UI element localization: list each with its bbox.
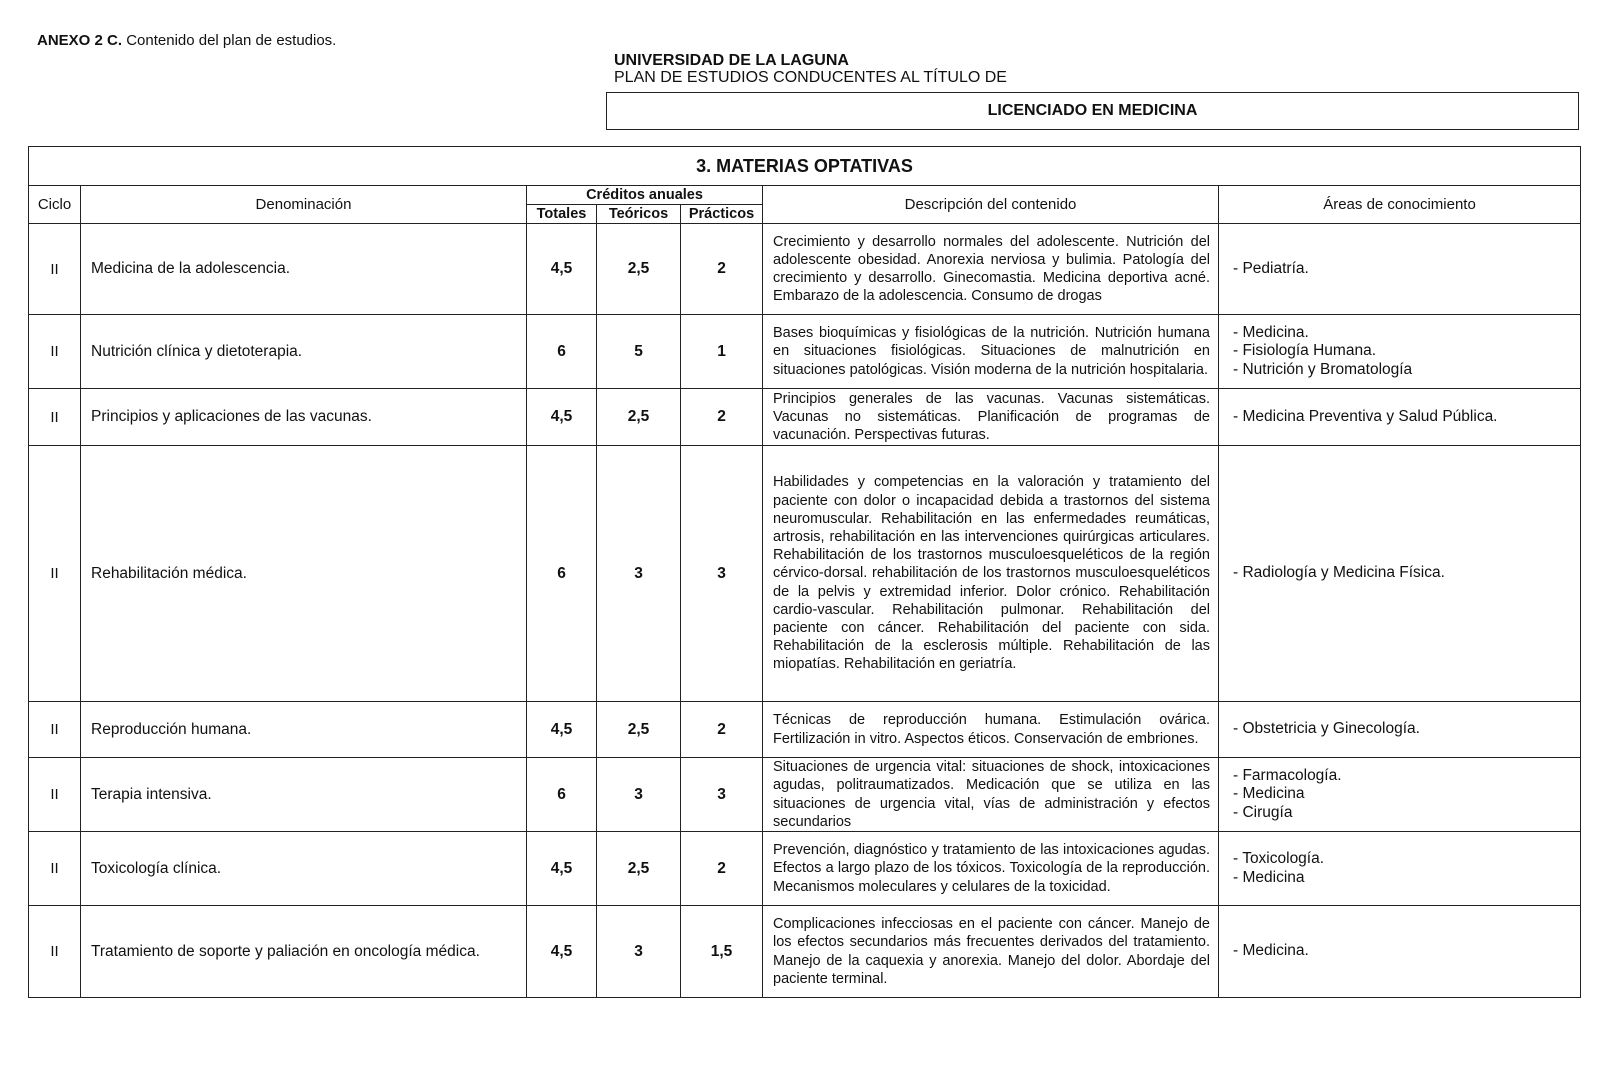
content-description: Complicaciones infecciosas en el paciente con cáncer. Manejo de los efectos secundarios más frecuentes derivados del tratamiento. Manejo de la caquexia y anorexia. Manejo del dolor. Abordaje del paciente terminal. [763,906,1219,998]
header-practicos: Prácticos [681,205,763,224]
credits-practice: 3 [681,758,763,832]
knowledge-areas [1219,702,1581,758]
credits-theory: 3 [597,906,681,998]
area-item: - Obstetricia y Ginecología. [1233,720,1420,738]
credits-theory: 3 [597,446,681,702]
content-description: Bases bioquímicas y fisiológicas de la nutrición. Nutrición humana en situaciones fisiológicas. Situaciones de malnutrición en situaciones patológicas. Visión moderna de la nutrición hospitalaria. [763,315,1219,389]
header-descripcion: Descripción del contenido [763,186,1219,224]
credits-practice: 1 [681,315,763,389]
credits-total: 4,5 [527,224,597,315]
table-row [29,702,1581,758]
annex-text: Contenido del plan de estudios. [122,32,337,49]
knowledge-areas [1219,389,1581,446]
ciclo-cell: II [29,446,81,702]
table-row [29,389,1581,446]
content-description: Técnicas de reproducción humana. Estimulación ovárica. Fertilización in vitro. Aspectos éticos. Conservación de embriones. [763,702,1219,758]
table-row [29,224,1581,315]
credits-total: 4,5 [527,832,597,906]
ciclo-cell: II [29,224,81,315]
knowledge-areas [1219,446,1581,702]
area-item: - Cirugía [1233,803,1293,821]
subject-name: Rehabilitación médica. [81,446,527,702]
credits-total: 4,5 [527,389,597,446]
header-teoricos: Teóricos [597,205,681,224]
section-title: 3. MATERIAS OPTATIVAS [29,147,1581,186]
credits-total: 4,5 [527,906,597,998]
credits-practice: 2 [681,389,763,446]
plan-title: PLAN DE ESTUDIOS CONDUCENTES AL TÍTULO DE [614,69,1007,86]
credits-practice: 1,5 [681,906,763,998]
annex-label: ANEXO 2 C. [37,32,123,49]
area-item: - Medicina [1233,868,1305,886]
area-item: - Medicina. [1233,942,1309,960]
credits-practice: 2 [681,224,763,315]
university-header [614,52,1007,86]
knowledge-areas [1219,832,1581,906]
subject-name: Nutrición clínica y dietoterapia. [81,315,527,389]
credits-theory: 2,5 [597,389,681,446]
credits-theory: 5 [597,315,681,389]
table-row [29,758,1581,832]
content-description: Prevención, diagnóstico y tratamiento de las intoxicaciones agudas. Efectos a largo plazo de los tóxicos. Toxicología de la reproducción. Mecanismos moleculares y celulares de la toxicidad. [763,832,1219,906]
credits-total: 6 [527,446,597,702]
credits-theory: 3 [597,758,681,832]
table-row [29,832,1581,906]
credits-total: 4,5 [527,702,597,758]
area-item: - Pediatría. [1233,259,1309,277]
subject-name: Tratamiento de soporte y paliación en oncología médica. [81,906,527,998]
subject-name: Principios y aplicaciones de las vacunas. [81,389,527,446]
subject-name: Toxicología clínica. [81,832,527,906]
knowledge-areas [1219,906,1581,998]
ciclo-cell: II [29,832,81,906]
area-item: - Fisiología Humana. [1233,342,1377,360]
area-item: - Farmacología. [1233,766,1342,784]
ciclo-cell: II [29,315,81,389]
knowledge-areas [1219,224,1581,315]
header-ciclo: Ciclo [29,186,81,224]
subject-name: Medicina de la adolescencia. [81,224,527,315]
ciclo-cell: II [29,758,81,832]
area-item: - Toxicología. [1233,850,1325,867]
credits-practice: 3 [681,446,763,702]
table-row [29,315,1581,389]
area-item: - Nutrición y Bromatología [1233,360,1413,378]
ciclo-cell: II [29,906,81,998]
header-creditos: Créditos anuales [527,186,763,205]
credits-theory: 2,5 [597,224,681,315]
area-item: - Medicina Preventiva y Salud Pública. [1233,407,1498,425]
credits-practice: 2 [681,702,763,758]
credits-theory: 2,5 [597,832,681,906]
area-item: - Radiología y Medicina Física. [1233,564,1445,582]
subject-name: Terapia intensiva. [81,758,527,832]
area-item: - Medicina. [1233,323,1309,341]
degree-title: LICENCIADO EN MEDICINA [987,102,1198,119]
credits-total: 6 [527,758,597,832]
table-row [29,906,1581,998]
credits-total: 6 [527,315,597,389]
content-description: Principios generales de las vacunas. Vacunas sistemáticas. Vacunas no sistemáticas. Planificación de programas de vacunación. Perspectivas futuras. [763,389,1219,446]
optional-subjects-table [28,146,1581,998]
knowledge-areas [1219,315,1581,389]
table-row [29,446,1581,702]
credits-practice: 2 [681,832,763,906]
annex-heading [37,32,336,49]
knowledge-areas [1219,758,1581,832]
credits-theory: 2,5 [597,702,681,758]
degree-title-box [606,92,1579,130]
university-name: UNIVERSIDAD DE LA LAGUNA [614,52,849,69]
content-description: Situaciones de urgencia vital: situaciones de shock, intoxicaciones agudas, politraumatizados. Medicación que se utiliza en las situaciones de urgencia vital, vías de administración y efectos secundarios [763,758,1219,832]
header-totales: Totales [527,205,597,224]
area-item: - Medicina [1233,785,1305,803]
content-description: Crecimiento y desarrollo normales del adolescente. Nutrición del adolescente obesidad. Anorexia nerviosa y bulimia. Patología del crecimiento y desarrollo. Ginecomastia. Medicina deportiva acné. Embarazo de la adolescencia. Consumo de drogas [763,224,1219,315]
content-description: Habilidades y competencias en la valoración y tratamiento del paciente con dolor o incapacidad debida a trastornos del sistema neuromuscular. Rehabilitación en las enfermedades reumáticas, artrosis, rehabilitación en las intervenciones quirúrgicas articulares. Rehabilitación de los trastornos musculoesqueléticos de la región cérvico-dorsal. rehabilitación de los trastornos musculoesqueléticos de la pelvis y extremidad inferior. Dolor crónico. Rehabilitación cardio-vascular. Rehabilitación pulmonar. Rehabilitación del paciente con cáncer. Rehabilitación del paciente con sida. Rehabilitación de la esclerosis múltiple. Rehabilitación de las miopatías. Rehabilitación en geriatría. [763,446,1219,702]
header-areas: Áreas de conocimiento [1219,186,1581,224]
ciclo-cell: II [29,702,81,758]
subject-name: Reproducción humana. [81,702,527,758]
ciclo-cell: II [29,389,81,446]
header-denominacion: Denominación [81,186,527,224]
